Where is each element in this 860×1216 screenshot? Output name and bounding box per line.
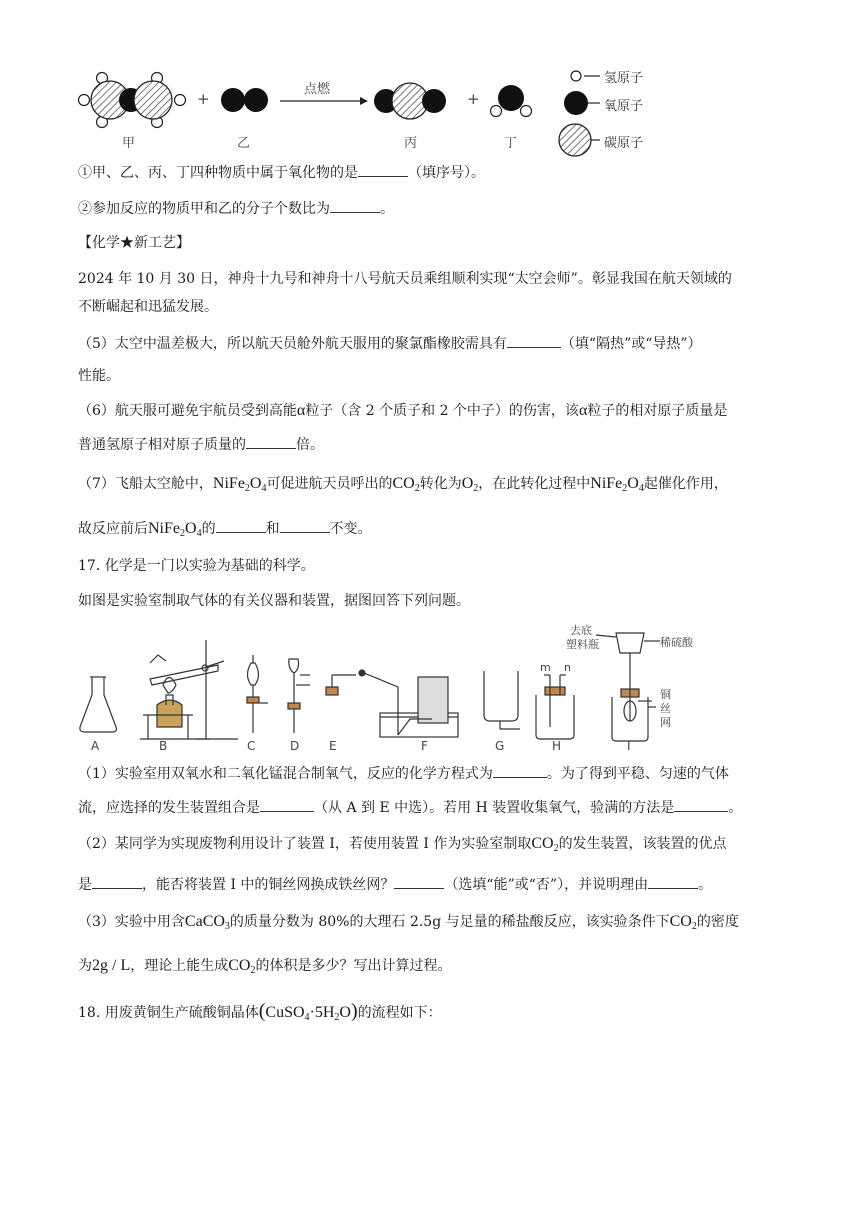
p3d-text: 为	[78, 958, 92, 974]
plus-sign-1: +	[197, 90, 210, 108]
answer-blank[interactable]	[330, 198, 380, 213]
subscript: 4	[304, 1012, 310, 1023]
answer-blank[interactable]	[394, 874, 444, 889]
apparatus-f	[359, 670, 458, 737]
q7-text-g: 的	[201, 521, 216, 537]
answer-blank[interactable]	[507, 333, 561, 348]
label-mesh-3: 网	[660, 716, 671, 729]
formula-co2	[228, 957, 255, 974]
q17-part2-line1	[78, 834, 727, 854]
p3f-text: 的体积是多少？写出计算过程。	[255, 958, 452, 974]
apparatus-label-a: A	[91, 739, 100, 753]
formula-nife2o4	[590, 475, 644, 492]
p2c-text: 是	[78, 877, 92, 893]
q17-part1-line1	[78, 763, 729, 784]
molecule-ding	[491, 85, 532, 117]
p2e-text: （选填“能”或“否”），并说明理由	[444, 877, 649, 893]
apparatus-h	[536, 675, 574, 739]
molecule-yi	[221, 88, 268, 112]
molecule-jia	[79, 73, 186, 128]
q6-text-a: （6）航天服可避免宇航员受到高能	[78, 403, 297, 419]
subscript: 2	[244, 483, 250, 494]
formula-part: NiFe	[148, 520, 180, 537]
p3e-text: ，理论上能生成	[130, 958, 229, 974]
molecule-bing	[374, 83, 446, 119]
answer-blank[interactable]	[260, 797, 314, 812]
formula-part: NiFe	[590, 475, 623, 492]
formula-nife2o4	[213, 475, 267, 492]
paren-close: )	[350, 1000, 358, 1022]
subscript: 2	[250, 965, 256, 976]
p2d-text: ，能否将装置 I 中的铜丝网换成铁丝网？	[142, 877, 395, 893]
paren-open: (	[258, 1000, 266, 1022]
question-6-cont	[78, 434, 324, 455]
answer-blank[interactable]	[246, 434, 296, 449]
intro-line-1: 2024 年 10 月 30 日，神舟十九号和神舟十八号航天员乘组顺利实现“太空会师”。彰显我国在航天领域的	[78, 271, 732, 287]
legend-carbon: 碳原子	[604, 136, 644, 151]
q17-part3-line2	[78, 956, 451, 976]
subscript: 4	[261, 483, 267, 494]
alpha-symbol: α	[578, 402, 588, 419]
answer-blank[interactable]	[648, 874, 698, 889]
formula-part: CaCO	[184, 913, 225, 930]
item1-text: ①甲、乙、丙、丁四种物质中属于氧化物的是	[78, 165, 358, 181]
legend-shapes	[559, 71, 600, 156]
q18-text-b: 的流程如下：	[357, 1005, 442, 1021]
intro-line-2: 不断崛起和迅猛发展。	[78, 299, 218, 315]
apparatus-label-h: H	[552, 739, 562, 753]
q5-hint: （填“隔热”或“导热”）	[560, 336, 702, 352]
label-bottle-2: 塑料瓶	[566, 638, 599, 651]
p3b-text: 的质量分数为 80%的大理石 2.5g 与足量的稀盐酸反应，该实验条件下	[229, 914, 670, 930]
q17-part3-line1	[78, 912, 739, 932]
item2-text: ②参加反应的物质甲和乙的分子个数比为	[78, 201, 330, 217]
label-bing: 丙	[404, 136, 418, 151]
label-acid: 稀硫酸	[660, 636, 693, 649]
q7-text-e: 起催化作用，	[643, 476, 728, 492]
formula-part: CO	[669, 913, 692, 930]
question-18	[78, 1001, 442, 1023]
q7-text-h: 和	[265, 521, 280, 537]
question-7-cont	[78, 518, 372, 539]
q6-text-e: 倍。	[296, 437, 324, 453]
formula-part: O	[249, 475, 262, 492]
q7-text-d: ，在此转化过程中	[478, 476, 591, 492]
formula-part: CO	[228, 957, 251, 974]
apparatus-d	[288, 659, 310, 733]
apparatus-label-g: G	[495, 739, 505, 753]
q5-text: （5）太空中温差极大，所以航天员舱外航天服用的聚氯酯橡胶需具有	[78, 336, 507, 352]
plus-sign-2: +	[467, 90, 480, 108]
formula-part: NiFe	[212, 475, 245, 492]
question-item-1	[78, 162, 485, 183]
formula-co2	[670, 913, 697, 930]
question-6	[78, 401, 727, 421]
question-17-title: 17. 化学是一门以实验为基础的科学。	[78, 558, 315, 574]
subscript: 2	[473, 483, 479, 494]
p1a-text: （1）实验室用双氧水和二氧化锰混合制氧气，反应的化学方程式为	[78, 766, 493, 782]
apparatus-label-d: D	[290, 739, 300, 753]
port-m: m	[540, 661, 551, 674]
q6-text-c: 粒子的相对原子质量是	[587, 403, 728, 419]
arrow-condition: 点燃	[304, 82, 331, 97]
answer-blank[interactable]	[216, 518, 266, 533]
formula-part: O	[339, 1004, 351, 1021]
p2f-text: 。	[698, 877, 713, 893]
p3c-text: 的密度	[696, 914, 739, 930]
q7-text-c: 转化为	[419, 476, 462, 492]
q6-text-b: 粒子（含 2 个质子和 2 个中子）的伤害，该	[305, 403, 579, 419]
item2-tail: 。	[380, 201, 394, 217]
subscript: 4	[196, 528, 202, 539]
answer-blank[interactable]	[358, 162, 408, 177]
q7-text-i: 不变。	[329, 521, 372, 537]
formula-o2	[462, 475, 479, 492]
section-title: 【化学★新工艺】	[78, 235, 190, 251]
p1c-text: 流，应选择的发生装置组合是	[78, 800, 260, 816]
label-yi: 乙	[237, 136, 251, 151]
subscript: 3	[224, 921, 230, 932]
apparatus-b	[140, 640, 238, 739]
formula-cuso4-5h2o	[265, 1004, 351, 1021]
q7-text-b: 可促进航天员呼出的	[266, 476, 393, 492]
q6-text-d: 普通氢原子相对原子质量的	[78, 437, 246, 453]
formula-part: CO	[392, 475, 415, 492]
formula-part: ·5H	[309, 1004, 335, 1021]
answer-blank[interactable]	[280, 518, 330, 533]
label-mesh-1: 铜	[660, 688, 671, 701]
question-17-lead: 如图是实验室制取气体的有关仪器和装置，据图回答下列问题。	[78, 593, 470, 609]
answer-blank[interactable]	[493, 763, 547, 778]
p2a-text: （2）某同学为实现废物利用设计了装置 I，若使用装置 I 作为实验室制取	[78, 836, 532, 852]
apparatus-e	[326, 675, 356, 695]
apparatus-diagram	[0, 615, 860, 755]
subscript: 2	[180, 528, 185, 539]
alpha-symbol: α	[296, 402, 306, 419]
subscript: 2	[622, 483, 628, 494]
reaction-arrow	[280, 97, 368, 105]
density-value: 2g / L	[92, 957, 131, 974]
apparatus-label-i: I	[627, 739, 631, 753]
question-5	[78, 333, 702, 354]
legend-oxygen: 氧原子	[604, 99, 644, 114]
apparatus-label-c: C	[247, 739, 256, 753]
formula-nife2o4	[148, 520, 202, 537]
subscript: 2	[691, 921, 697, 932]
formula-part: CuSO	[265, 1004, 305, 1021]
formula-co2	[392, 475, 419, 492]
label-mesh-2: 丝	[660, 702, 671, 715]
question-7	[78, 474, 728, 494]
p1e-text: 。	[728, 800, 743, 816]
formula-part: O	[627, 475, 639, 492]
subscript: 2	[414, 483, 420, 494]
p1d-text: （从 A 到 E 中选）。若用 H 装置收集氧气，验满的方法是	[314, 800, 675, 816]
label-ding: 丁	[504, 136, 518, 151]
apparatus-label-b: B	[159, 739, 168, 753]
question-item-2	[78, 198, 394, 219]
apparatus-i	[596, 633, 660, 741]
legend-hydrogen: 氢原子	[604, 71, 644, 86]
port-n: n	[564, 661, 571, 674]
formula-caco3	[185, 913, 230, 930]
apparatus-a	[80, 677, 117, 732]
label-jia: 甲	[122, 136, 136, 151]
subscript: 4	[638, 483, 644, 494]
p2b-text: 的发生装置，该装置的优点	[558, 836, 727, 852]
answer-blank[interactable]	[92, 874, 142, 889]
item1-tail: （填序号）。	[408, 165, 485, 181]
q7-text-a: （7）飞船太空舱中，	[78, 476, 213, 492]
p1b-text: 。为了得到平稳、匀速的气体	[546, 766, 729, 782]
q17-part1-line2	[78, 797, 742, 818]
q7-text-f: 故反应前后	[78, 521, 148, 537]
formula-part: CO	[531, 835, 554, 852]
subscript: 2	[553, 843, 559, 854]
question-5-cont: 性能。	[78, 368, 120, 384]
apparatus-c	[247, 655, 268, 733]
apparatus-label-f: F	[421, 739, 428, 753]
formula-co2	[531, 835, 558, 852]
q17-part2-line2	[78, 874, 712, 895]
apparatus-label-e: E	[329, 739, 337, 753]
answer-blank[interactable]	[674, 797, 728, 812]
formula-part: O	[461, 475, 474, 492]
apparatus-g	[484, 671, 520, 729]
p3a-text: （3）实验中用含	[78, 914, 185, 930]
formula-part: O	[185, 520, 197, 537]
subscript: 2	[334, 1012, 340, 1023]
label-bottle-1: 去底	[570, 624, 592, 637]
q18-text-a: 18. 用废黄铜生产硫酸铜晶体	[78, 1005, 259, 1021]
